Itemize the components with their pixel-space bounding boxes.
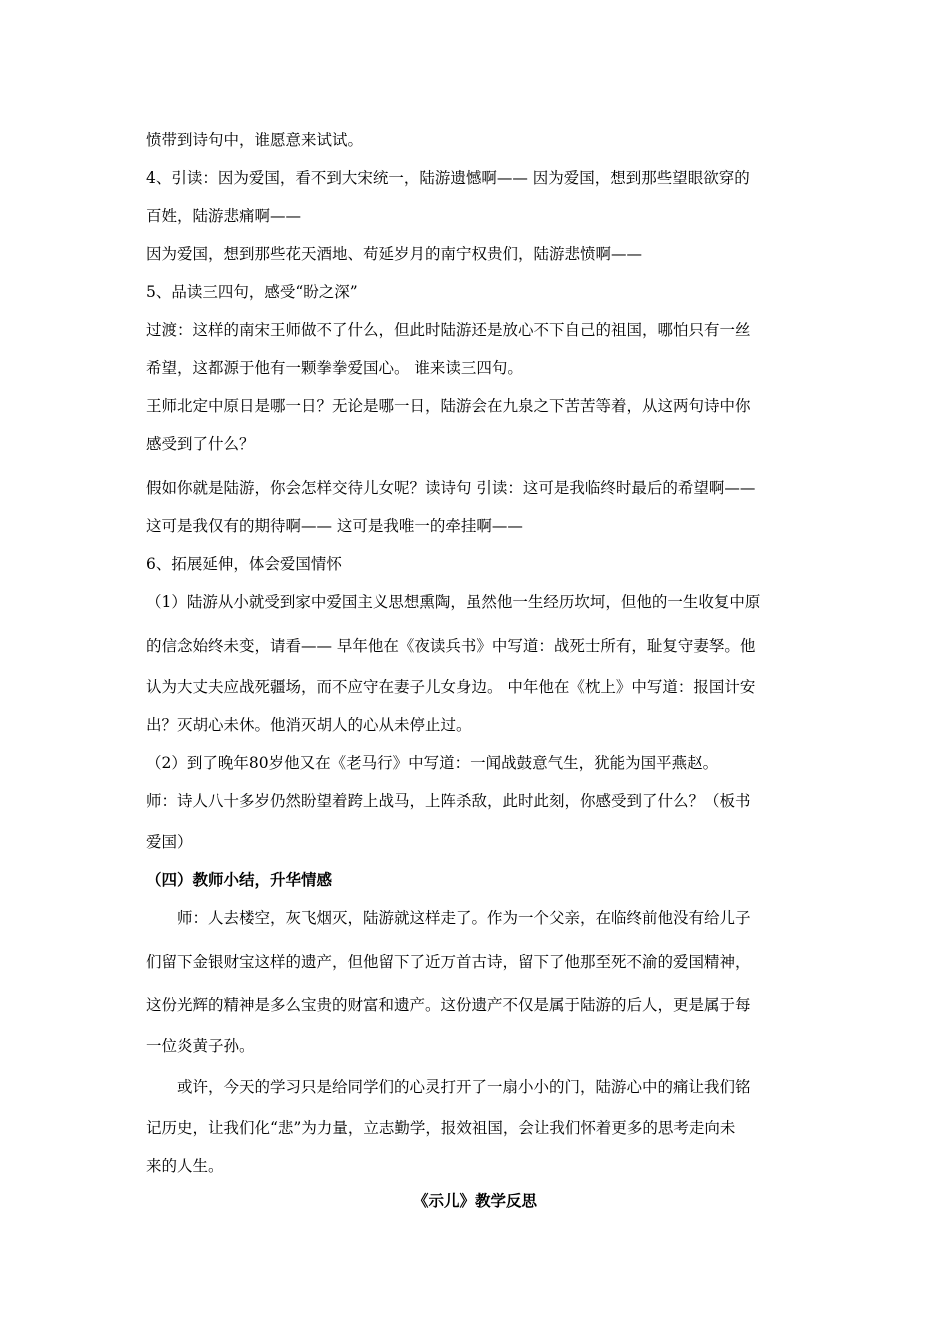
text-line: 王师北定中原日是哪一日？无论是哪一日，陆游会在九泉之下苦苦等着，从这两句诗中你 <box>146 397 751 415</box>
text-line: 百姓，陆游悲痛啊—— <box>146 207 302 225</box>
text-line: 愤带到诗句中，谁愿意来试试。 <box>146 131 364 149</box>
text-line: 过渡：这样的南宋王师做不了什么，但此时陆游还是放心不下自己的祖国，哪怕只有一丝 <box>146 321 751 339</box>
text-line: 爱国） <box>146 833 193 851</box>
text-line: （1）陆游从小就受到家中爱国主义思想熏陶，虽然他一生经历坎坷，但他的一生收复中原 <box>146 593 761 611</box>
text-line: 6、拓展延伸，体会爱国情怀 <box>146 555 342 573</box>
text-line: 希望，这都源于他有一颗拳拳爱国心。 谁来读三四句。 <box>146 359 523 377</box>
text-line: 假如你就是陆游，你会怎样交待儿女呢？读诗句 引读：这可是我临终时最后的希望啊—— <box>146 479 756 497</box>
text-line: 师：诗人八十多岁仍然盼望着跨上战马，上阵杀敌，此时此刻，你感受到了什么？（板书 <box>146 792 751 810</box>
text-line: 师：人去楼空，灰飞烟灭，陆游就这样走了。作为一个父亲，在临终前他没有给儿子 <box>146 909 751 927</box>
text-line: 认为大丈夫应战死疆场，而不应守在妻子儿女身边。 中年他在《枕上》中写道：报国计安 <box>146 678 756 696</box>
text-line: 5、品读三四句，感受“盼之深” <box>146 283 358 301</box>
text-line: 们留下金银财宝这样的遗产，但他留下了近万首古诗，留下了他那至死不渝的爱国精神， <box>146 953 751 971</box>
text-line: 出？灭胡心未休。他消灭胡人的心从未停止过。 <box>146 716 472 734</box>
text-line: 这份光辉的精神是多么宝贵的财富和遗产。这份遗产不仅是属于陆游的后人，更是属于每 <box>146 996 751 1014</box>
text-line: 感受到了什么？ <box>146 435 255 453</box>
text-line: （2）到了晚年80岁他又在《老马行》中写道：一闻战鼓意气生，犹能为国平燕赵。 <box>146 754 719 772</box>
document-title: 《示儿》教学反思 <box>412 1191 537 1210</box>
text-line: 的信念始终未变，请看—— 早年他在《夜读兵书》中写道：战死士所有，耻复守妻孥。他 <box>146 637 756 655</box>
text-line: 4、引读：因为爱国，看不到大宋统一，陆游遗憾啊—— 因为爱国，想到那些望眼欲穿的 <box>146 169 750 187</box>
text-line: 记历史，让我们化“悲”为力量，立志勤学，报效祖国，会让我们怀着更多的思考走向未 <box>146 1119 736 1137</box>
text-line: 这可是我仅有的期待啊—— 这可是我唯一的牵挂啊—— <box>146 517 523 535</box>
text-line: 一位炎黄子孙。 <box>146 1037 255 1055</box>
text-line: 来的人生。 <box>146 1157 224 1175</box>
text-line: 因为爱国，想到那些花天酒地、苟延岁月的南宁权贵们，陆游悲愤啊—— <box>146 245 643 263</box>
section-heading: （四）教师小结，升华情感 <box>146 870 333 889</box>
text-line: 或许，今天的学习只是给同学们的心灵打开了一扇小小的门，陆游心中的痛让我们铭 <box>146 1078 751 1096</box>
